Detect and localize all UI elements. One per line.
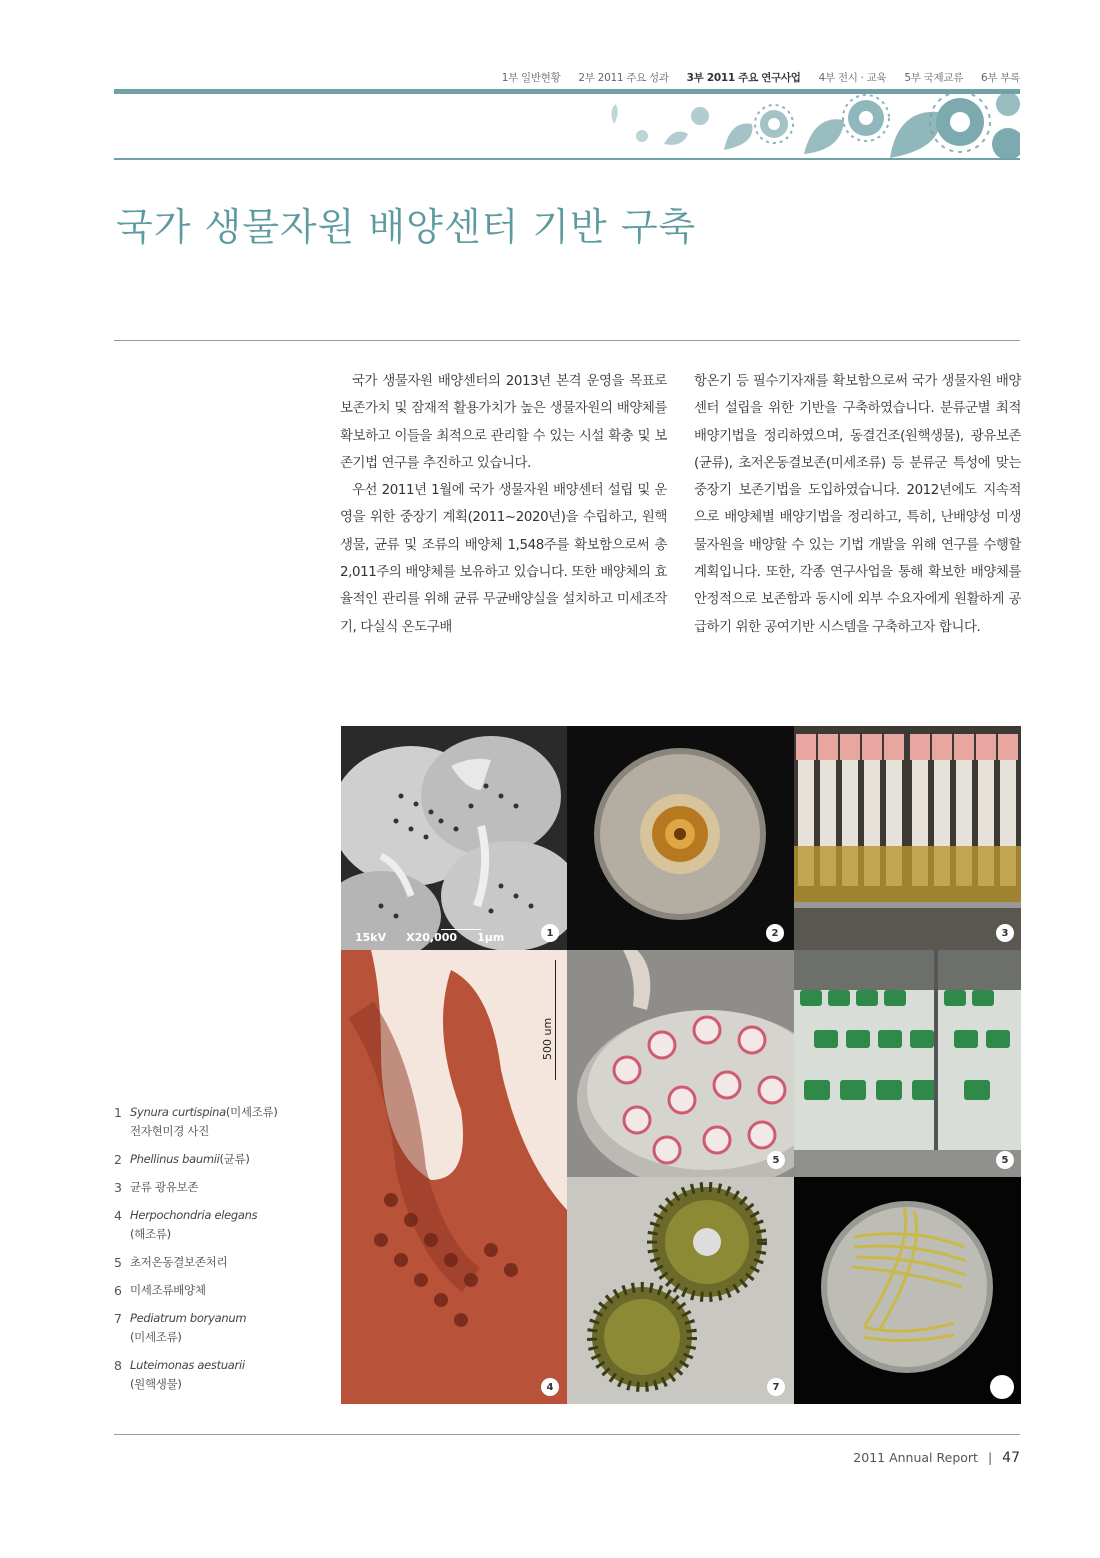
header-band-bottom-line: [114, 158, 1020, 160]
photo-luteimonas-plate: [794, 1177, 1021, 1404]
photo-pediastrum: [567, 1177, 794, 1404]
body-column-left: [340, 368, 667, 641]
photo-sem-synura: [341, 726, 567, 950]
photo-number-badge: [990, 1375, 1014, 1399]
photo-microalgae-cultures: [794, 950, 1021, 1177]
photo-number-badge: 2: [766, 924, 784, 942]
caption-item: 2 Phellinus baumii(균류): [114, 1152, 250, 1167]
title-divider: [114, 340, 1020, 341]
footer-divider: [114, 1434, 1020, 1435]
photo-number-badge: 5: [996, 1151, 1014, 1169]
body-paragraph-3: 항온기 등 필수기자재를 확보함으로써 국가 생물자원 배양센터 설립을 위한 기반을 구축하였습니다. 분류군별 최적 배양기법을 정리하였으며, 동결건조(원핵생물), 광유보존(균류), 초저온동결보존(미세조류) 등 분류군 특성에 맞는 중장기 보존기법을 도입하였습니다. 2012년에도 지속적으로 배양체별 배양기법을 정리하고, 특히, 난배양성 미생물자원을 배양할 수 있는 기법 개발을 위해 연구를 수행할 계획입니다. 또한, 각종 연구사업을 통해 확보한 배양체를 안정적으로 보존함과 동시에 외부 수요자에게 원활하게 공급하기 위한 공여기반 시스템을 구축하고자 합니다.: [694, 374, 1021, 635]
nav-item-part1[interactable]: 1부 일반현황: [501, 72, 561, 84]
body-paragraph-1: 국가 생물자원 배양센터의 2013년 본격 운영을 목표로 보존가치 및 잠재적 활용가치가 높은 생물자원의 배양체를 확보하고 이들을 최적으로 관리할 수 있는 시설 확충 및 보존기법 연구를 추진하고 있습니다.: [340, 374, 667, 471]
caption-item: 7 Pediatrum boryanum (미세조류): [114, 1311, 247, 1344]
microbe-pattern-decoration: [604, 94, 1020, 158]
photo-mineral-oil-tubes: [794, 726, 1021, 950]
photo-number-badge: 4: [541, 1378, 559, 1396]
micro-scale-bar: [555, 960, 556, 1080]
caption-item: 3 균류 광유보존: [114, 1180, 199, 1195]
photo-herpochondria: [341, 950, 567, 1404]
body-paragraph-2: 우선 2011년 1월에 국가 생물자원 배양센터 설립 및 운영을 위한 중장기 계획(2011~2020년)을 수립하고, 원핵생물, 균류 및 조류의 배양체 1,548주를 확보함으로써 총 2,011주의 배양체를 보유하고 있습니다. 또한 배양체의 효율적인 관리를 위해 균류 무균배양실을 설치하고 미세조작기, 다실식 온도구배: [340, 483, 667, 635]
photo-number-badge: 5: [767, 1151, 785, 1169]
caption-item: 8 Luteimonas aestuarii (원핵생물): [114, 1358, 245, 1391]
sem-scale-label: 15kV X20,000 1μm: [355, 931, 505, 944]
body-column-right: [694, 368, 1021, 641]
micro-scale-label: 500 um: [541, 1017, 554, 1060]
section-nav: [502, 70, 1020, 85]
photo-number-badge: 7: [767, 1378, 785, 1396]
photo-captions: [114, 1103, 314, 1403]
nav-item-part5[interactable]: 5부 국제교류: [904, 72, 964, 84]
nav-item-part4[interactable]: 4부 전시 · 교육: [818, 72, 887, 84]
header-band: [114, 89, 1020, 161]
photo-grid: [341, 726, 1021, 1404]
caption-item: 1 Synura curtispina(미세조류) 전자현미경 사진: [114, 1105, 278, 1138]
caption-item: 6 미세조류배양체: [114, 1283, 206, 1298]
page-number: 47: [1002, 1450, 1020, 1466]
sem-scale-bar: [441, 929, 481, 930]
photo-phellinus-dish: [567, 726, 794, 950]
page-footer: [853, 1450, 1020, 1466]
nav-item-part3[interactable]: 3부 2011 주요 연구사업: [686, 72, 801, 84]
photo-number-badge: 3: [996, 924, 1014, 942]
footer-separator: |: [987, 1450, 993, 1465]
page-title: 국가 생물자원 배양센터 기반 구축: [116, 205, 697, 249]
caption-item: 4 Herpochondria elegans (해조류): [114, 1208, 258, 1241]
report-name: 2011 Annual Report: [853, 1450, 978, 1465]
photo-cryopreservation-rack: [567, 950, 794, 1177]
photo-number-badge: 1: [541, 924, 559, 942]
nav-item-part6[interactable]: 6부 부록: [981, 72, 1020, 84]
caption-item: 5 초저온동결보존처리: [114, 1255, 228, 1270]
nav-item-part2[interactable]: 2부 2011 주요 성과: [578, 72, 669, 84]
